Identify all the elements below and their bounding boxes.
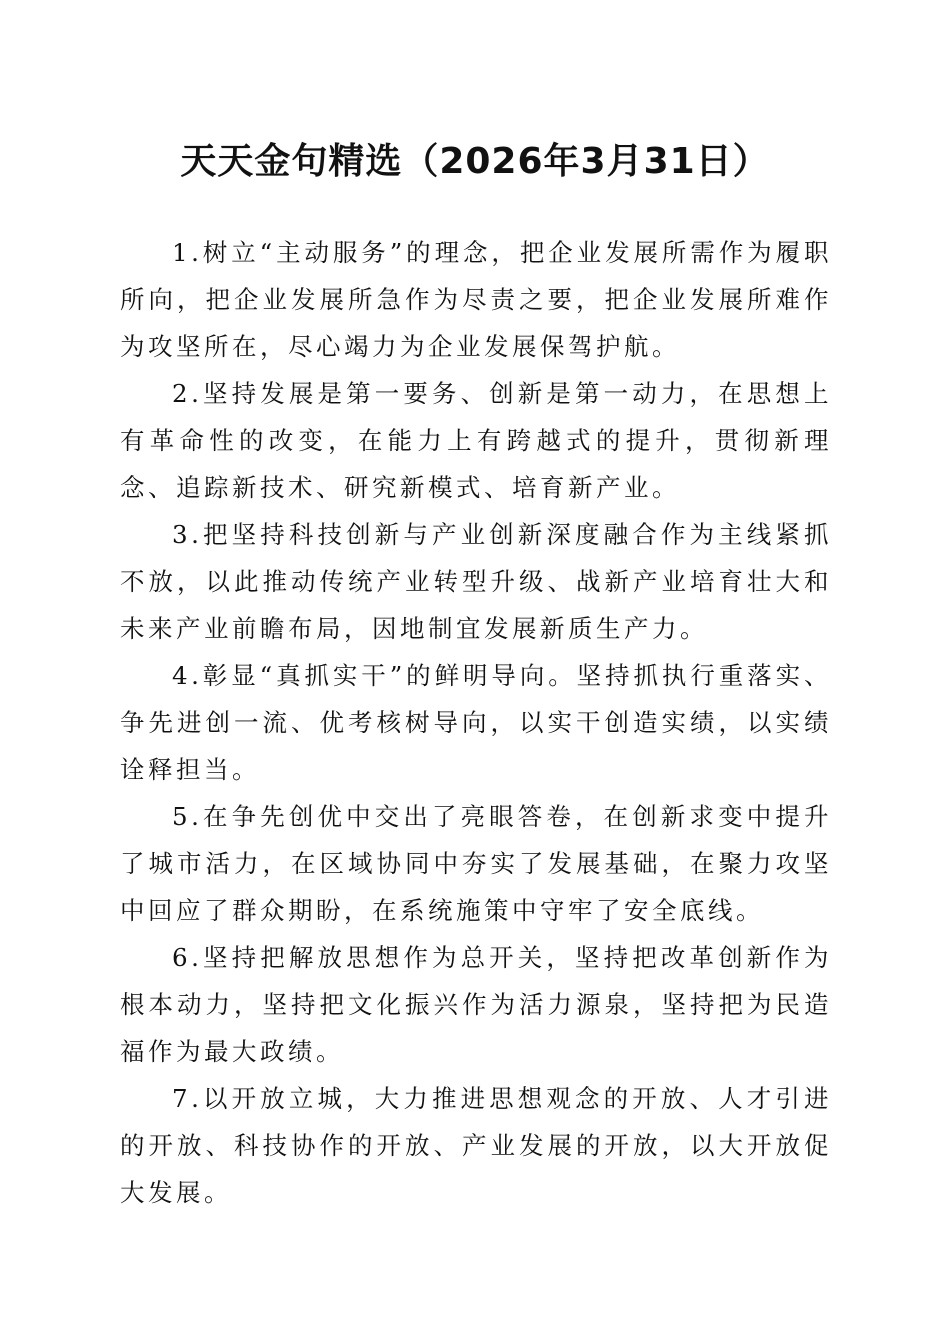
paragraph-3: 3.把坚持科技创新与产业创新深度融合作为主线紧抓不放，以此推动传统产业转型升级、战新产业培育壮大和未来产业前瞻布局，因地制宜发展新质生产力。 — [120, 520, 832, 643]
document-title: 天天金句精选（2026年3月31日） — [180, 141, 770, 182]
document-body — [120, 229, 832, 1216]
paragraph-2: 2.坚持发展是第一要务、创新是第一动力，在思想上有革命性的改变，在能力上有跨越式的提升，贯彻新理念、追踪新技术、研究新模式、培育新产业。 — [120, 379, 832, 502]
paragraph-4: 4.彰显“真抓实干”的鲜明导向。坚持抓执行重落实、争先进创一流、优考核树导向，以实干创造实绩，以实绩诠释担当。 — [120, 661, 832, 784]
paragraph-7: 7.以开放立城，大力推进思想观念的开放、人才引进的开放、科技协作的开放、产业发展的开放，以大开放促大发展。 — [120, 1084, 832, 1207]
paragraph-5: 5.在争先创优中交出了亮眼答卷，在创新求变中提升了城市活力，在区域协同中夯实了发展基础，在聚力攻坚中回应了群众期盼，在系统施策中守牢了安全底线。 — [120, 802, 832, 925]
paragraph-1: 1.树立“主动服务”的理念，把企业发展所需作为履职所向，把企业发展所急作为尽责之要，把企业发展所难作为攻坚所在，尽心竭力为企业发展保驾护航。 — [120, 238, 832, 361]
paragraph-6: 6.坚持把解放思想作为总开关，坚持把改革创新作为根本动力，坚持把文化振兴作为活力源泉，坚持把为民造福作为最大政绩。 — [120, 943, 832, 1066]
